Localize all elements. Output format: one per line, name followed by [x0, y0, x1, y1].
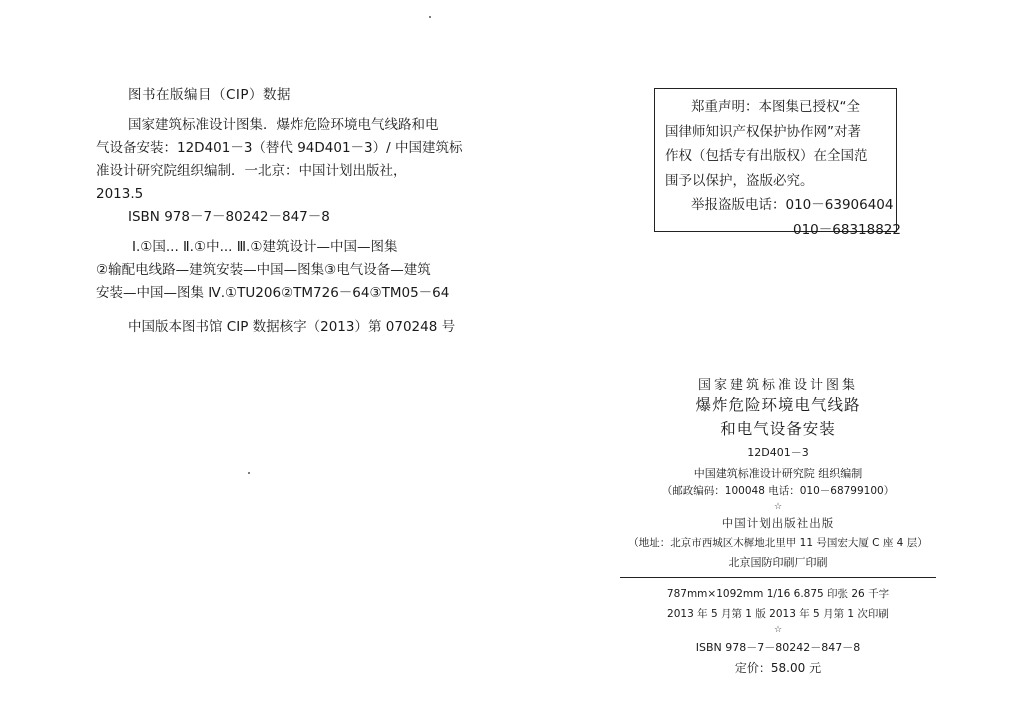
- cip-isbn: ISBN 978－7－80242－847－8: [128, 209, 330, 225]
- compiling-organization: 中国建筑标准设计研究院 组织编制: [693, 467, 863, 480]
- publisher-name: 中国计划出版社出版: [721, 516, 835, 530]
- speck-mark: [429, 16, 431, 18]
- star-ornament: ☆: [773, 625, 783, 635]
- cip-class-line: Ⅰ.①国... Ⅱ.①中... Ⅲ.①建筑设计—中国—图集: [132, 239, 398, 255]
- cip-description: [96, 114, 488, 206]
- cip-class-line: 安装—中国—图集 Ⅳ.①TU206②TM726－64③TM05－64: [96, 285, 450, 301]
- cip-class-line: ②输配电线路—建筑安装—中国—图集③电气设备—建筑: [96, 262, 431, 278]
- piracy-report-phone: 举报盗版电话：010－63906404: [691, 197, 894, 213]
- star-ornament: ☆: [773, 502, 783, 512]
- atlas-code: 12D401－3: [747, 446, 809, 459]
- print-specs: 787mm×1092mm 1/16 6.875 印张 26 千字: [666, 588, 890, 600]
- notice-line: 作权（包括专有出版权）在全国范: [665, 148, 868, 164]
- book-price: 定价：58.00 元: [734, 661, 822, 675]
- cip-desc-line: 2013.5: [96, 186, 144, 202]
- postal-contact: （邮政编码：100048 电话：010－68799100）: [661, 485, 895, 497]
- publisher-address: （地址：北京市西城区木樨地北里甲 11 号国宏大厦 C 座 4 层）: [628, 537, 928, 549]
- cip-desc-line: 气设备安装：12D401－3（替代 94D401－3）/ 中国建筑标: [96, 140, 463, 156]
- imprint-block: [620, 370, 936, 676]
- cip-csn-number: 中国版本图书馆 CIP 数据核字（2013）第 070248 号: [128, 319, 456, 335]
- cip-classification: [96, 236, 488, 305]
- cip-desc-line: 准设计研究院组织编制．一北京：中国计划出版社，: [96, 163, 407, 179]
- speck-mark: [248, 472, 250, 474]
- series-name: 国家建筑标准设计图集: [697, 378, 858, 393]
- cip-heading: 图书在版编目（CIP）数据: [128, 87, 292, 103]
- notice-line: 围予以保护，盗版必究。: [665, 172, 814, 189]
- imprint-isbn: ISBN 978－7－80242－847－8: [695, 641, 861, 654]
- book-title-line-1: 爆炸危险环境电气线路: [695, 396, 861, 414]
- copyright-notice-box: [654, 88, 901, 238]
- piracy-report-phone-2: 010－68318822: [793, 221, 901, 238]
- notice-line: 国律师知识产权保护协作网”对著: [665, 123, 861, 140]
- cip-desc-line: 国家建筑标准设计图集．爆炸危险环境电气线路和电: [128, 117, 439, 133]
- book-title-line-2: 和电气设备安装: [720, 420, 836, 438]
- printer-name: 北京国防印刷厂印刷: [728, 556, 828, 569]
- edition-info: 2013 年 5 月第 1 版 2013 年 5 月第 1 次印刷: [667, 608, 889, 620]
- divider-rule: [620, 577, 936, 578]
- notice-line: 郑重声明：本图集已授权“全: [691, 99, 860, 115]
